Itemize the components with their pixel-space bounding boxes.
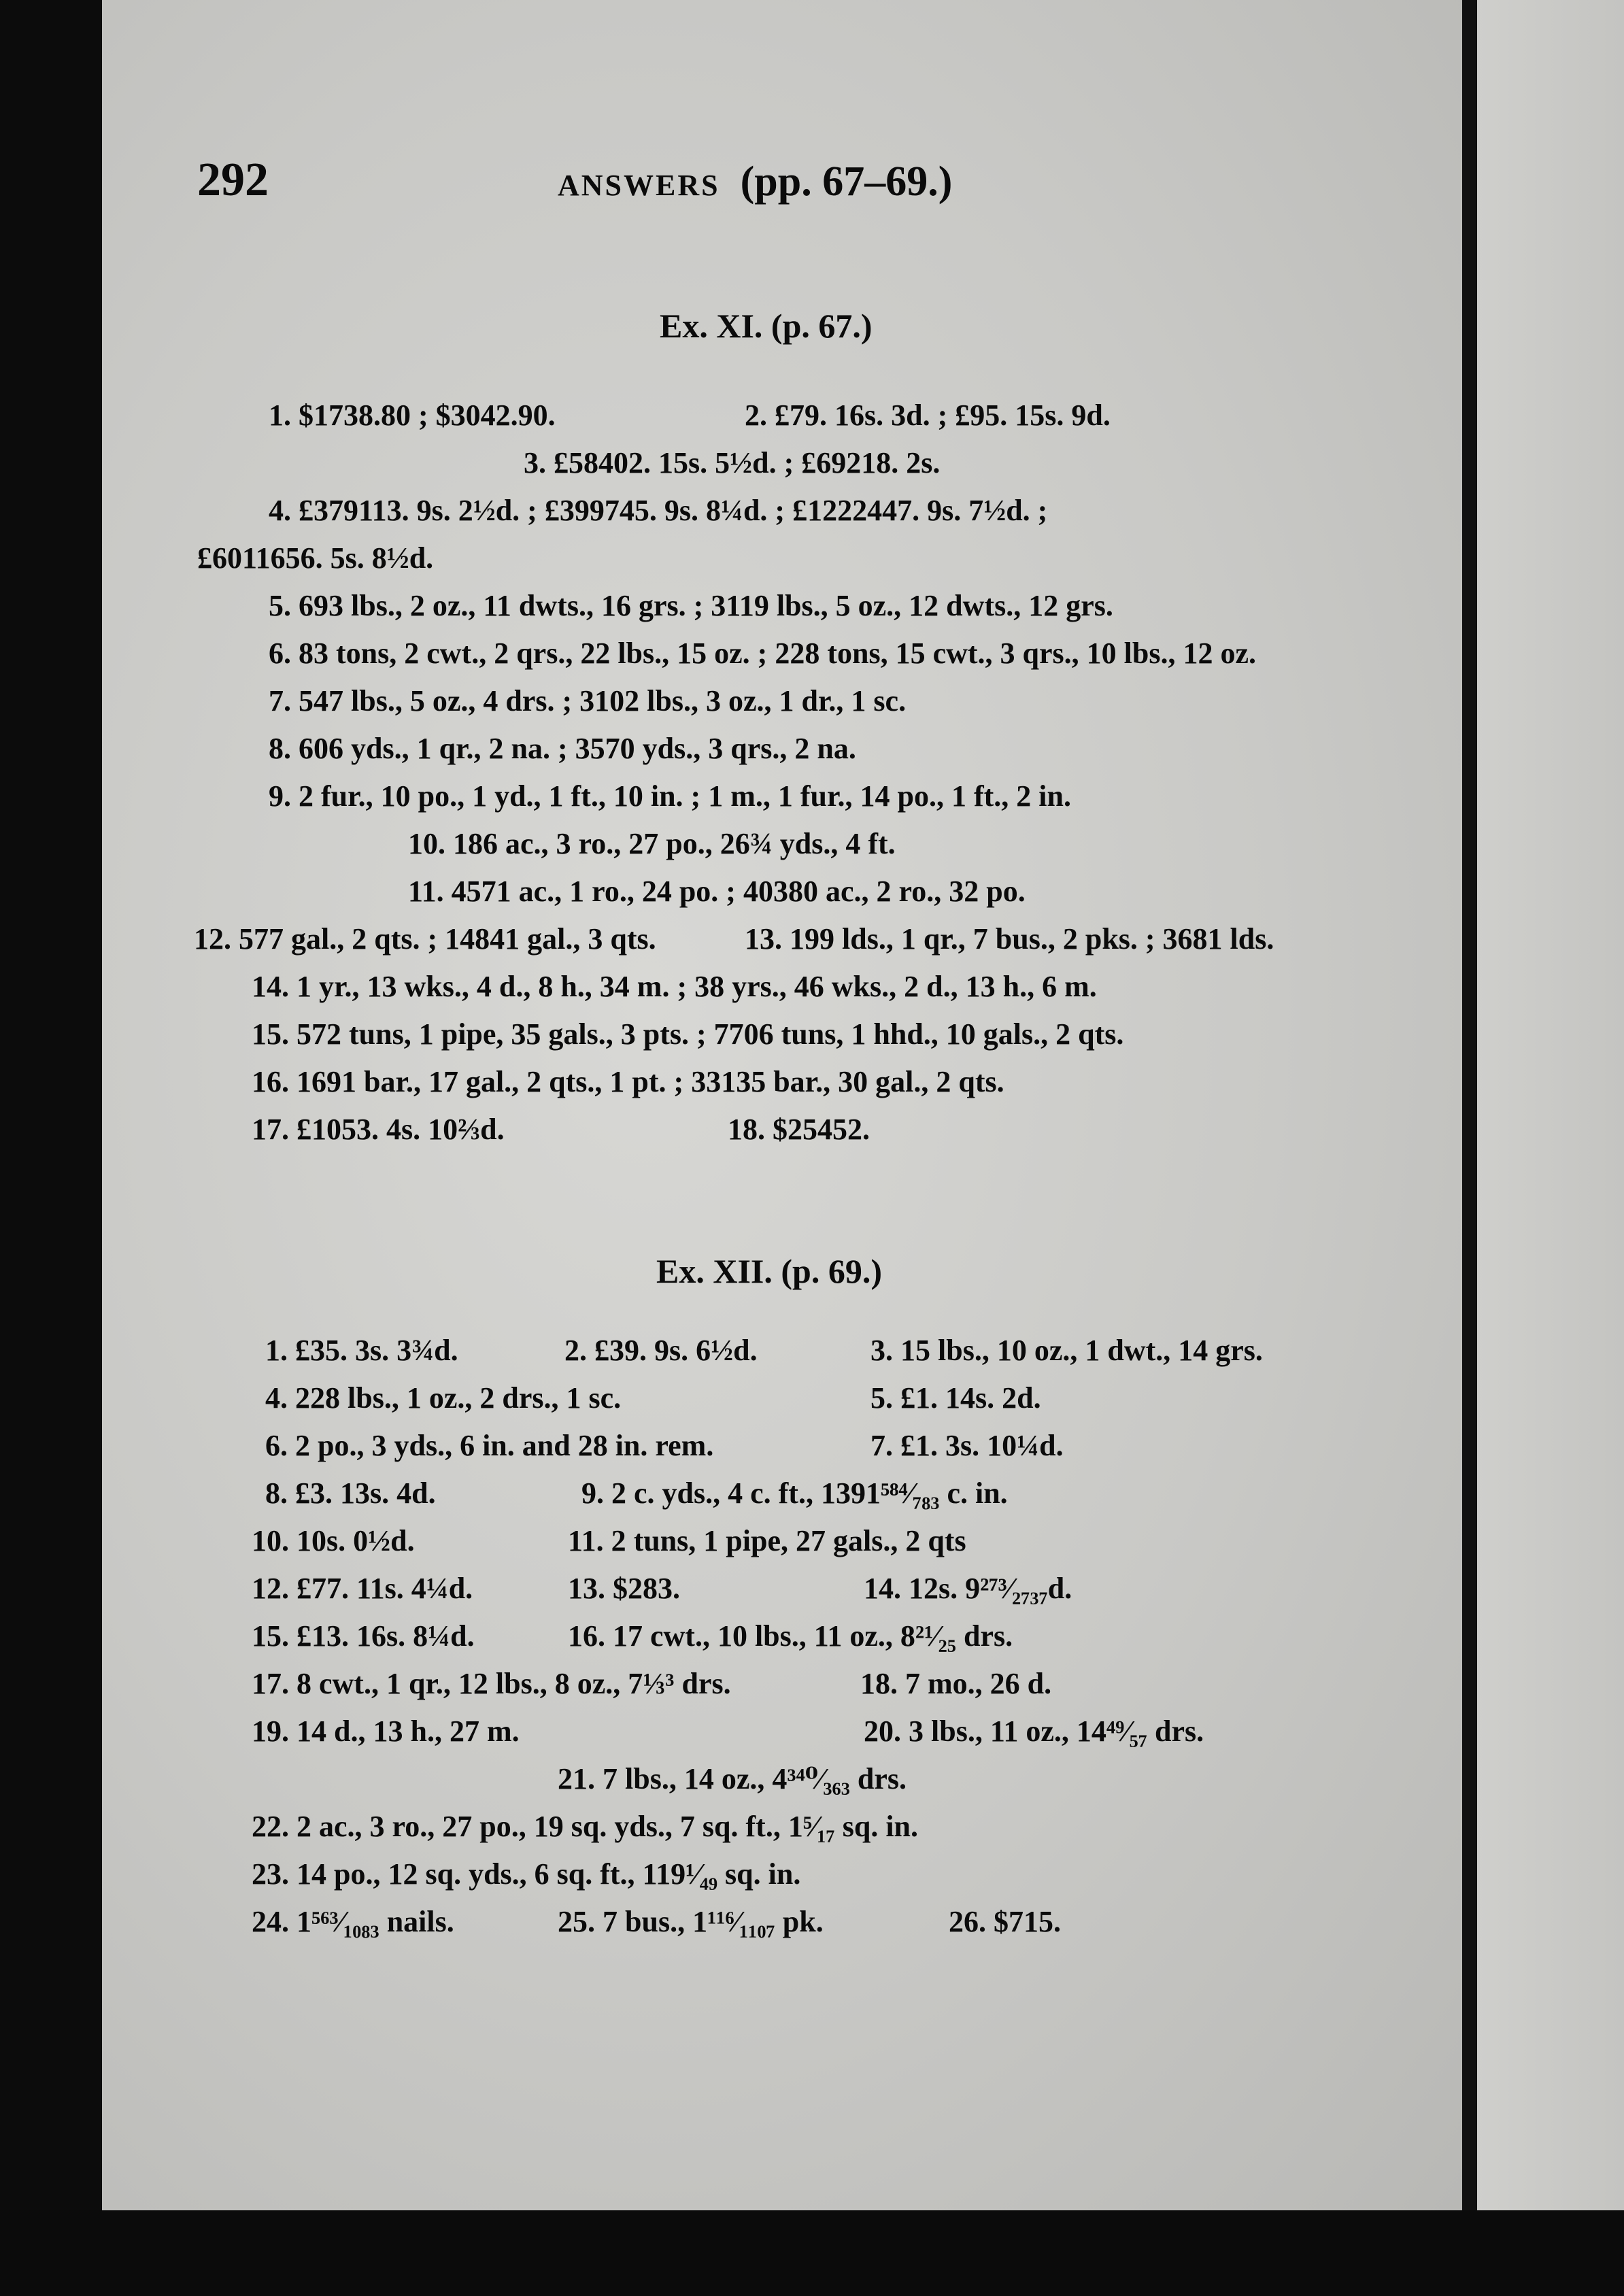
- answer-line: 15. £13. 16s. 8¼d.: [252, 1619, 475, 1653]
- answer-line: 13. 199 lds., 1 qr., 7 bus., 2 pks. ; 3681 lds.: [745, 922, 1274, 956]
- running-head-pages: (pp. 67–69.): [740, 158, 953, 205]
- answer-line: 6. 83 tons, 2 cwt., 2 qrs., 22 lbs., 15 oz. ; 228 tons, 15 cwt., 3 qrs., 10 lbs., 12 oz.: [269, 637, 1256, 670]
- answer-line: 3. 15 lbs., 10 oz., 1 dwt., 14 grs.: [870, 1334, 1263, 1367]
- answer-line: 4. 228 lbs., 1 oz., 2 drs., 1 sc.: [265, 1381, 622, 1415]
- section-title-ex11: Ex. XI. (p. 67.): [660, 307, 873, 345]
- answer-line: 11. 4571 ac., 1 ro., 24 po. ; 40380 ac., 2 ro., 32 po.: [408, 875, 1026, 908]
- answer-line: 14. 12s. 9²⁷³⁄₂₇₃₇d.: [864, 1572, 1072, 1605]
- answer-line: 18. $25452.: [728, 1113, 870, 1146]
- answer-line: 21. 7 lbs., 14 oz., 4³⁴⁰⁄₃₆₃ drs.: [558, 1762, 907, 1795]
- answer-line: 5. £1. 14s. 2d.: [870, 1381, 1041, 1415]
- answer-line: 26. $715.: [949, 1905, 1061, 1938]
- answer-line: 19. 14 d., 13 h., 27 m.: [252, 1715, 520, 1748]
- answer-line: 20. 3 lbs., 11 oz., 14⁴⁹⁄₅₇ drs.: [864, 1715, 1204, 1748]
- answer-line: 18. 7 mo., 26 d.: [860, 1667, 1052, 1700]
- page-number: 292: [197, 154, 269, 206]
- scan-border: [0, 2210, 1624, 2296]
- answer-line: 12. 577 gal., 2 qts. ; 14841 gal., 3 qts.: [194, 922, 656, 956]
- answer-line: 16. 17 cwt., 10 lbs., 11 oz., 8²¹⁄₂₅ drs.: [568, 1619, 1013, 1653]
- answer-line: 25. 7 bus., 1¹¹⁶⁄₁₁₀₇ pk.: [558, 1905, 824, 1938]
- running-head-word: ANSWERS: [558, 169, 720, 202]
- answer-line: 11. 2 tuns, 1 pipe, 27 gals., 2 qts: [568, 1524, 966, 1557]
- answer-line: 6. 2 po., 3 yds., 6 in. and 28 in. rem.: [265, 1429, 714, 1462]
- answer-line: 1. £35. 3s. 3¾d.: [265, 1334, 458, 1367]
- answer-line: 2. £39. 9s. 6½d.: [564, 1334, 758, 1367]
- answer-line: 2. £79. 16s. 3d. ; £95. 15s. 9d.: [745, 399, 1111, 432]
- answer-line: 15. 572 tuns, 1 pipe, 35 gals., 3 pts. ; 7706 tuns, 1 hhd., 10 gals., 2 qts.: [252, 1017, 1124, 1051]
- answer-line: 17. 8 cwt., 1 qr., 12 lbs., 8 oz., 7⅓³ drs.: [252, 1667, 731, 1700]
- answer-line: 9. 2 c. yds., 4 c. ft., 1391⁵⁸⁴⁄₇₈₃ c. in.: [581, 1476, 1008, 1510]
- running-head: [558, 158, 952, 206]
- answer-line: 7. £1. 3s. 10¼d.: [870, 1429, 1064, 1462]
- answer-line: 8. £3. 13s. 4d.: [265, 1476, 436, 1510]
- answer-line: 5. 693 lbs., 2 oz., 11 dwts., 16 grs. ; 3119 lbs., 5 oz., 12 dwts., 12 grs.: [269, 589, 1113, 622]
- facing-page-edge: [1477, 0, 1624, 2217]
- answer-line: 16. 1691 bar., 17 gal., 2 qts., 1 pt. ; 33135 bar., 30 gal., 2 qts.: [252, 1065, 1004, 1098]
- answer-line: 9. 2 fur., 10 po., 1 yd., 1 ft., 10 in. ; 1 m., 1 fur., 14 po., 1 ft., 2 in.: [269, 779, 1071, 813]
- answer-line: 3. £58402. 15s. 5½d. ; £69218. 2s.: [524, 446, 941, 479]
- answer-line: 4. £379113. 9s. 2½d. ; £399745. 9s. 8¼d. ; £1222447. 9s. 7½d. ;: [269, 494, 1048, 527]
- answer-line: £6011656. 5s. 8½d.: [197, 541, 434, 575]
- answer-line: 14. 1 yr., 13 wks., 4 d., 8 h., 34 m. ; 38 yrs., 46 wks., 2 d., 13 h., 6 m.: [252, 970, 1097, 1003]
- answer-line: 24. 1⁵⁶³⁄₁₀₈₃ nails.: [252, 1905, 454, 1938]
- answer-line: 10. 186 ac., 3 ro., 27 po., 26¾ yds., 4 ft.: [408, 827, 896, 860]
- answer-line: 23. 14 po., 12 sq. yds., 6 sq. ft., 119¹⁄₄₉ sq. in.: [252, 1857, 801, 1891]
- answer-line: 13. $283.: [568, 1572, 680, 1605]
- answer-line: 17. £1053. 4s. 10⅔d.: [252, 1113, 505, 1146]
- answer-line: 1. $1738.80 ; $3042.90.: [269, 399, 556, 432]
- answer-line: 12. £77. 11s. 4¼d.: [252, 1572, 473, 1605]
- answer-line: 10. 10s. 0½d.: [252, 1524, 415, 1557]
- answer-line: 7. 547 lbs., 5 oz., 4 drs. ; 3102 lbs., 3 oz., 1 dr., 1 sc.: [269, 684, 907, 718]
- answer-line: 22. 2 ac., 3 ro., 27 po., 19 sq. yds., 7 sq. ft., 1⁵⁄₁₇ sq. in.: [252, 1810, 919, 1843]
- answer-line: 8. 606 yds., 1 qr., 2 na. ; 3570 yds., 3 qrs., 2 na.: [269, 732, 856, 765]
- section-title-ex12: Ex. XII. (p. 69.): [656, 1252, 882, 1290]
